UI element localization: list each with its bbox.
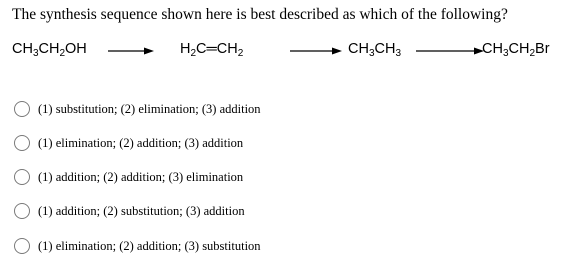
formula-subscript: 3	[32, 48, 39, 59]
formula-part: CH	[482, 41, 503, 57]
formula-subscript: 2	[237, 48, 244, 59]
compound-bromoethane	[482, 41, 550, 57]
answer-option-5[interactable]	[14, 235, 261, 257]
formula-part: CH	[508, 41, 530, 57]
formula-part: CH	[12, 41, 33, 57]
answer-option-4[interactable]	[14, 200, 245, 222]
compound-ethane	[348, 41, 401, 57]
radio-button[interactable]	[14, 101, 30, 117]
radio-button[interactable]	[14, 169, 30, 185]
formula-part: C═CH	[196, 41, 238, 57]
formula-subscript: 2	[190, 48, 197, 59]
question-text: The synthesis sequence shown here is best described as which of the following?	[12, 6, 508, 23]
reaction-scheme	[12, 36, 582, 66]
compound-ethanol	[12, 41, 87, 57]
radio-button[interactable]	[14, 238, 30, 254]
formula-subscript: 3	[502, 48, 509, 59]
compound-ethene	[180, 41, 243, 57]
formula-subscript: 3	[368, 48, 375, 59]
formula-part: OH	[65, 41, 87, 57]
formula-part: CH	[348, 41, 369, 57]
reaction-arrow-2	[288, 36, 344, 66]
option-label: (1) addition; (2) substitution; (3) addition	[38, 203, 245, 218]
answer-option-1[interactable]	[14, 98, 261, 120]
formula-part: CH	[38, 41, 60, 57]
answer-option-3[interactable]	[14, 166, 243, 188]
formula-part: H	[180, 41, 191, 57]
radio-button[interactable]	[14, 203, 30, 219]
formula-part: Br	[535, 41, 550, 57]
reaction-arrow-1	[106, 36, 156, 66]
reaction-arrow-3	[414, 36, 486, 66]
answer-option-2[interactable]	[14, 132, 243, 154]
formula-subscript: 2	[529, 48, 536, 59]
formula-subscript: 2	[59, 48, 66, 59]
formula-part: CH	[374, 41, 396, 57]
radio-button[interactable]	[14, 135, 30, 151]
option-label: (1) elimination; (2) addition; (3) substitution	[38, 238, 261, 253]
option-label: (1) elimination; (2) addition; (3) addition	[38, 135, 244, 150]
formula-subscript: 3	[395, 48, 402, 59]
option-label: (1) substitution; (2) elimination; (3) addition	[38, 101, 261, 116]
option-label: (1) addition; (2) addition; (3) elimination	[38, 169, 244, 184]
